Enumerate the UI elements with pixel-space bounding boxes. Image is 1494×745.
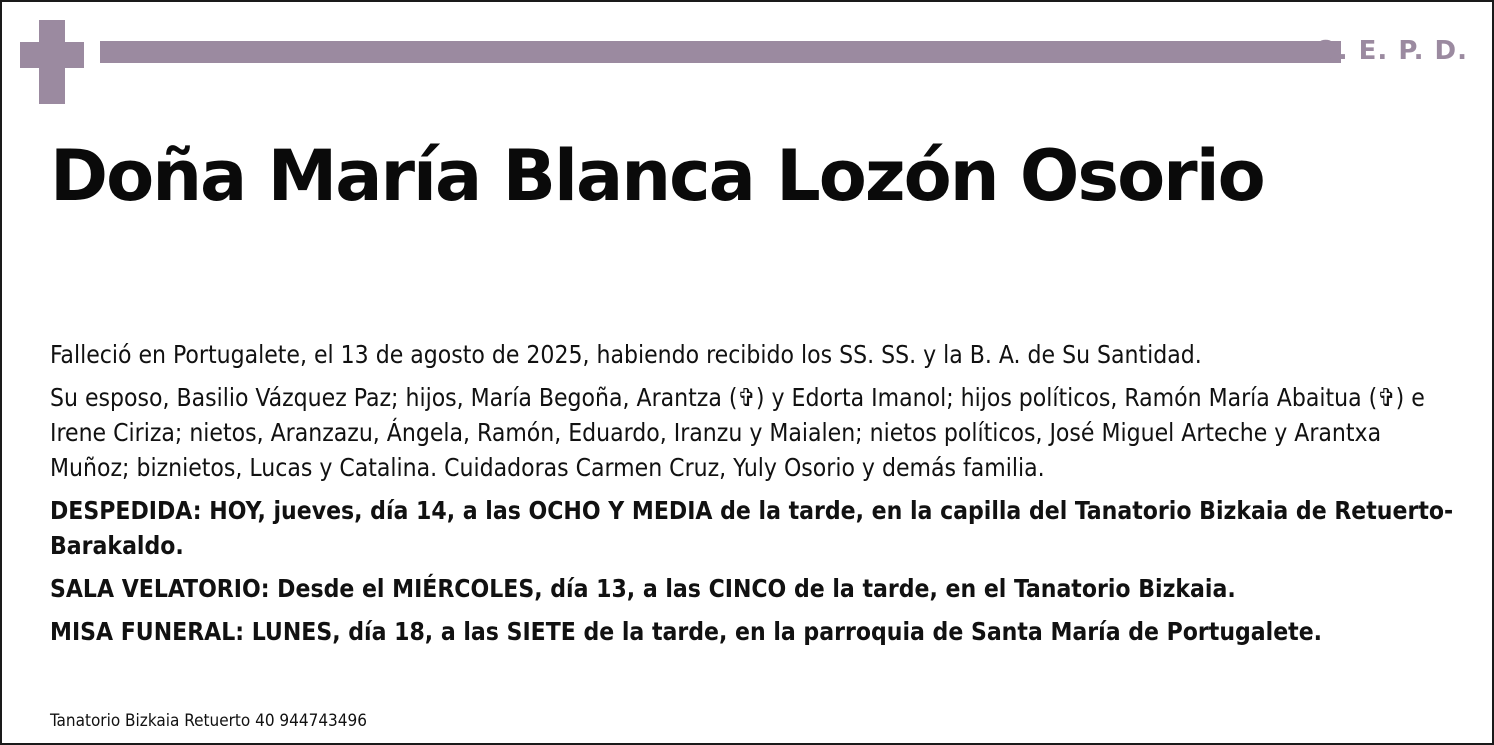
- misa-funeral-text: MISA FUNERAL: LUNES, día 18, a las SIETE de la tarde, en la parroquia de Santa María de Portugalete.: [50, 617, 1323, 646]
- despedida-text: DESPEDIDA: HOY, jueves, día 14, a las OCHO Y MEDIA de la tarde, en la capilla del Tanatorio Bizkaia de Retuerto-Barakaldo.: [50, 496, 1454, 560]
- qepd-label: Q. E. P. D.: [1314, 36, 1468, 66]
- sala-velatorio-text: SALA VELATORIO: Desde el MIÉRCOLES, día 13, a las CINCO de la tarde, en el Tanatorio Bizkaia.: [50, 574, 1236, 603]
- cross-icon: [20, 20, 84, 104]
- family-text: Su esposo, Basilio Vázquez Paz; hijos, María Begoña, Arantza (✞) y Edorta Imanol; hijos políticos, Ramón María Abaitua (✞) e Irene Ciriza; nietos, Aranzazu, Ángela, Ramón, Eduardo, Iranzu y Maialen; nietos políticos, José Miguel Arteche y Arantxa Muñoz; biznietos, Lucas y Catalina. Cuidadoras Carmen Cruz, Yuly Osorio y demás familia.: [50, 383, 1425, 482]
- notice-body: [50, 337, 1460, 657]
- funeral-home-footer: Tanatorio Bizkaia Retuerto 40 944743496: [50, 711, 367, 731]
- header-rule: [100, 41, 1341, 63]
- death-notice-text: Falleció en Portugalete, el 13 de agosto de 2025, habiendo recibido los SS. SS. y la B. A. de Su Santidad.: [50, 340, 1202, 369]
- deceased-name: Doña María Blanca Lozón Osorio: [50, 135, 1264, 217]
